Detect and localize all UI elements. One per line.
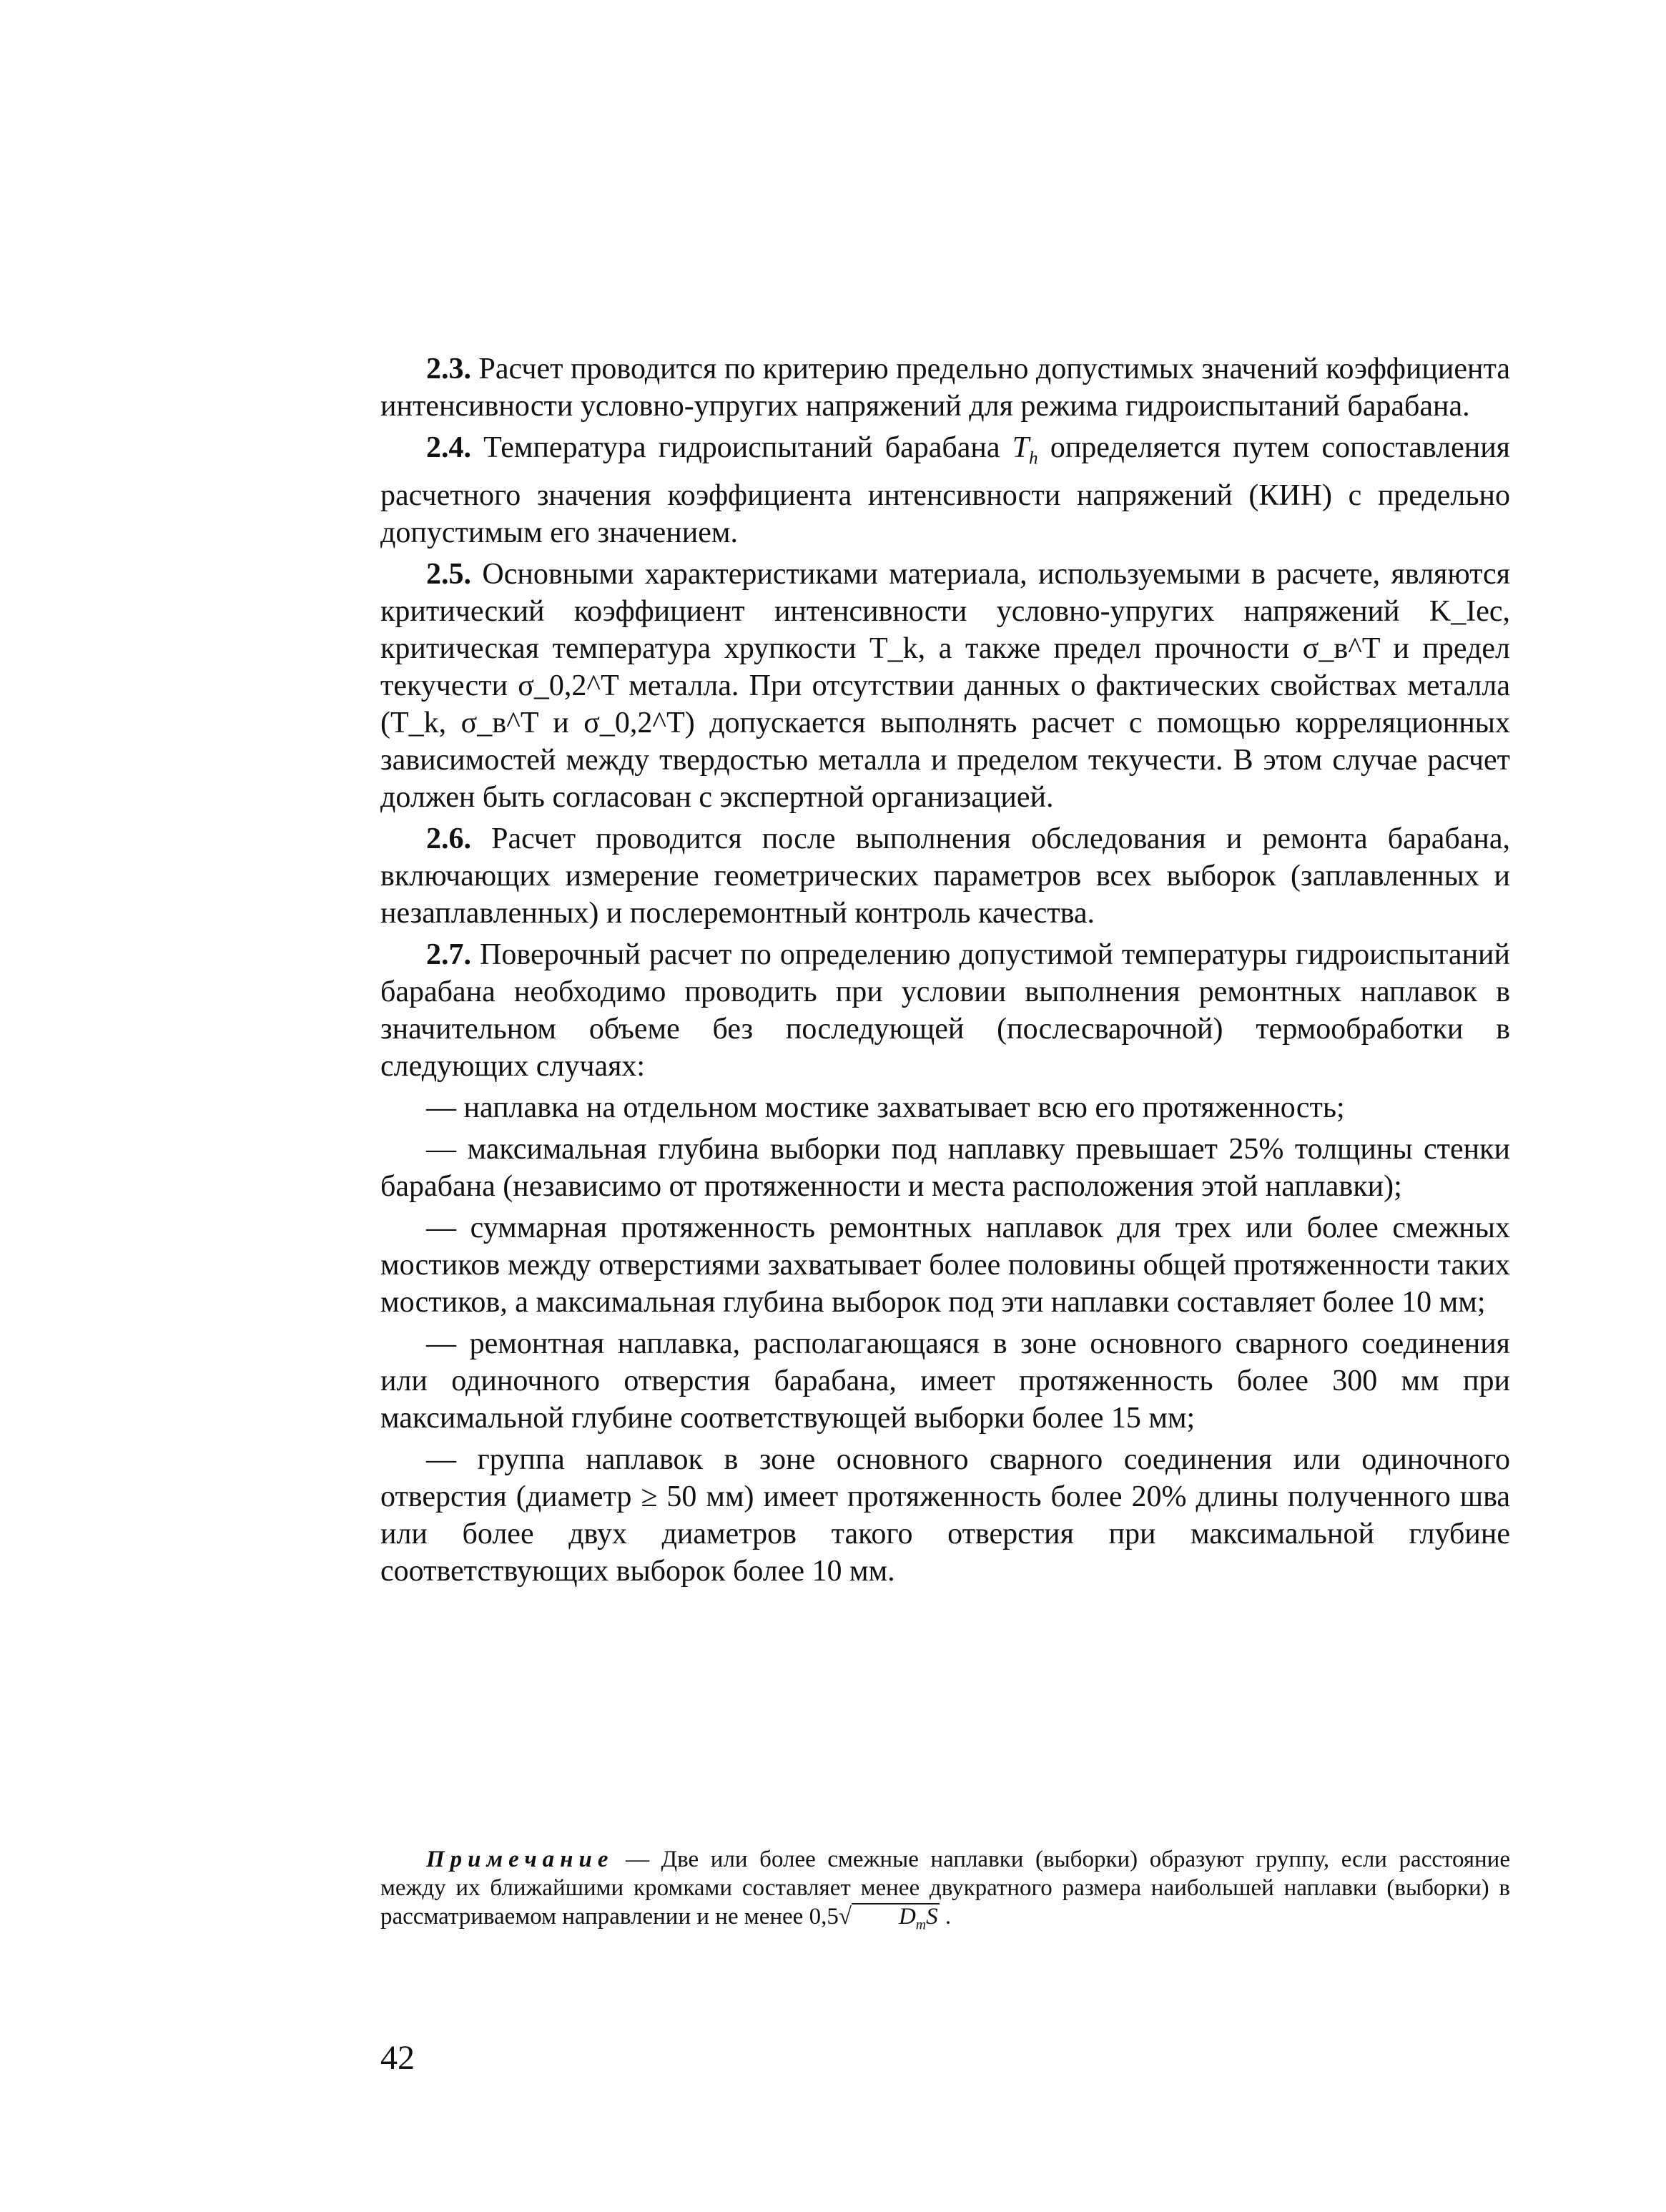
paragraph-2-4: [380, 429, 1510, 551]
symbol-subscript: h: [1029, 448, 1038, 468]
paragraph-text: Расчет проводится по критерию предельно допустимых значений коэффициента интенсивности условно-упругих напряжений для режима гидроиспытаний барабана.: [380, 353, 1511, 423]
formula-S: S: [926, 1904, 938, 1930]
paragraph-number: 2.3.: [426, 353, 471, 385]
paragraph-2-3: [380, 350, 1510, 425]
note-end: .: [939, 1904, 952, 1930]
paragraph-number: 2.5.: [426, 558, 471, 591]
list-item: — максимальная глубина выборки под наплавку превышает 25% толщины стенки барабана (независимо от протяженности и места расположения этой наплавки);: [380, 1133, 1510, 1204]
note-label: Примечание: [426, 1847, 614, 1872]
note: [380, 1845, 1510, 1937]
paragraph-number: 2.4.: [426, 431, 471, 464]
paragraph-2-7: [380, 936, 1510, 1085]
paragraph-2-5: [380, 556, 1510, 816]
page-number: 42: [380, 2039, 415, 2077]
paragraph-number: 2.6.: [426, 822, 471, 856]
main-text: [380, 350, 1510, 1594]
formula-coefficient: 0,5: [809, 1904, 839, 1930]
list-item: — суммарная протяженность ремонтных наплавок для трех или более смежных мостиков между отверстиями захватывает более половины общей протяженности таких мостиков, а максимальная глубина выборок под эти наплавки составляет более 10 мм;: [380, 1211, 1510, 1319]
note-formula: 0,5√ $D_mS$: [809, 1904, 940, 1930]
paragraph-2-6: [380, 820, 1510, 932]
paragraph-text: Расчет проводится после выполнения обследования и ремонта барабана, включающих измерение геометрических параметров всех выборок (заплавленных и незаплавленных) и послеремонтный контроль качества.: [380, 822, 1511, 930]
list-item: — группа наплавок в зоне основного сварного соединения или одиночного отверстия (диаметр ≥ 50 мм) имеет протяженность более 20% длины полученного шва или более двух диаметров такого отверстия при максимальной глубине соответствующих выборок более 10 мм.: [380, 1443, 1510, 1588]
formula-subscript: m: [915, 1917, 927, 1933]
list-item: — наплавка на отдельном мостике захватывает всю его протяженность;: [426, 1091, 1345, 1125]
paragraph-number: 2.7.: [426, 938, 471, 972]
paragraph-text: Основными характеристиками материала, используемыми в расчете, являются критический коэффициент интенсивности условно-упругих напряжений K_Iec, критическая температура хрупкости T_k, а также предел прочности σ_в^T и предел текучести σ_0,2^T металла. При отсутствии данных о фактических свойствах металла (T_k, σ_в^T и σ_0,2^T) допускается выполнять расчет с помощью корреляционных зависимостей между твердостью металла и пределом текучести. В этом случае расчет должен быть согласован с экспертной организацией.: [380, 558, 1511, 815]
list-item: — ремонтная наплавка, располагающаяся в зоне основного сварного соединения или одиночного отверстия барабана, имеет протяженность более 300 мм при максимальной глубине соответствующей выборки более 15 мм;: [380, 1327, 1510, 1435]
note-text: — Две или более смежные наплавки (выборки) образуют группу, если расстояние между их ближайшими кромками составляет менее двукратного размера наибольшей наплавки (выборки) в рассматриваемом направлении и не менее: [380, 1847, 1510, 1930]
formula-radicand: [852, 1903, 940, 1937]
symbol-T: T: [1012, 431, 1030, 464]
formula-D: D: [898, 1904, 916, 1930]
paragraph-text: Поверочный расчет по определению допустимой температуры гидроиспытаний барабана необходимо проводить при условии выполнения ремонтных наплавок в значительном объеме без последующей (послесварочной) термообработки в следующих случаях:: [380, 938, 1510, 1083]
paragraph-text-a: Температура гидроиспытаний барабана: [483, 431, 1012, 464]
paragraph-text-b: определяется путем сопоставления расчетного значения коэффициента интенсивности напряжений (КИН) с предельно допустимым его значением.: [380, 431, 1510, 550]
